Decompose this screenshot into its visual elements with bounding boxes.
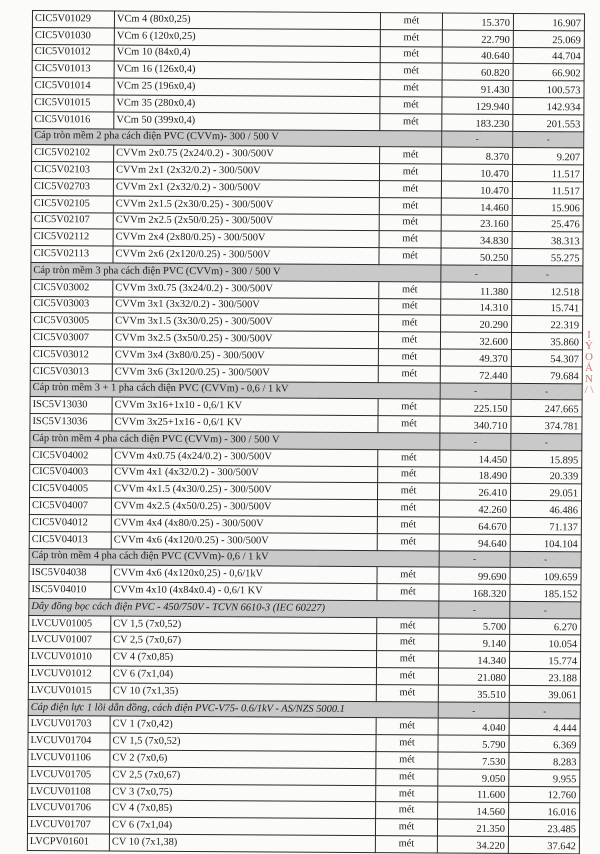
product-description: CVVm 2x1 (2x32/0.2) - 300/500V xyxy=(113,179,379,197)
unit: mét xyxy=(378,416,440,433)
unit: mét xyxy=(378,349,440,366)
price-before-vat: 8.370 xyxy=(442,147,513,164)
section-dash: - xyxy=(442,131,513,148)
unit: mét xyxy=(378,332,440,349)
price-before-vat: 72.440 xyxy=(440,366,511,383)
unit: mét xyxy=(379,281,441,298)
product-code: CIC5V04002 xyxy=(30,447,112,464)
product-description: CV 6 (7x1,04) xyxy=(109,817,375,835)
unit: mét xyxy=(376,651,438,668)
price-after-vat: 79.684 xyxy=(511,366,582,383)
price-before-vat: 14.450 xyxy=(440,450,511,467)
section-title: Cáp tròn mềm 4 pha cách điện PVC (CVVm)- 0,6 / 1 kV xyxy=(29,548,439,567)
unit: mét xyxy=(378,483,440,500)
section-dash: - xyxy=(441,265,512,282)
product-code: LVCUV01005 xyxy=(29,615,111,632)
price-before-vat: 9.050 xyxy=(438,769,509,786)
price-before-vat: 20.290 xyxy=(441,315,512,332)
price-before-vat: 23.160 xyxy=(441,215,512,232)
price-after-vat: 46.486 xyxy=(510,501,581,518)
section-dash: - xyxy=(510,551,581,568)
product-code: CIC5V04012 xyxy=(29,514,111,531)
product-code: CIC5V01016 xyxy=(32,111,114,128)
unit: mét xyxy=(379,214,441,231)
stamp-char: Ả xyxy=(585,362,593,374)
unit: mét xyxy=(379,248,441,265)
product-description: CV 1 (7x0,42) xyxy=(110,716,376,734)
price-before-vat: 168.320 xyxy=(439,584,510,601)
price-after-vat: 55.275 xyxy=(512,249,583,266)
price-before-vat: 34.220 xyxy=(437,836,508,853)
product-description: CVVm 4x10 (4x84x0.4) - 0,6/1 KV xyxy=(111,582,377,600)
product-code: CIC5V03013 xyxy=(30,363,112,380)
product-code: CIC5V02105 xyxy=(31,195,113,212)
product-description: CV 4 (7x0,85) xyxy=(110,649,376,667)
price-before-vat: 40.640 xyxy=(442,47,513,64)
product-code: LVCUV01007 xyxy=(29,632,111,649)
price-before-vat: 21.350 xyxy=(437,819,508,836)
unit: mét xyxy=(377,617,439,634)
product-code: CIC5V03002 xyxy=(31,279,113,296)
price-before-vat: 5.790 xyxy=(438,735,509,752)
product-description: CVVm 2x4 (2x80/0.25) - 300/500V xyxy=(113,229,379,247)
unit: mét xyxy=(377,567,439,584)
unit: mét xyxy=(376,785,438,802)
price-list-page xyxy=(27,10,584,854)
product-code: LVCUV01707 xyxy=(27,817,109,834)
product-description: VCm 6 (120x0,25) xyxy=(114,28,380,46)
product-code: CIC5V04013 xyxy=(29,531,111,548)
price-after-vat: 6.369 xyxy=(509,736,580,753)
stamp-char: Ý xyxy=(585,340,593,352)
product-code: LVCUV01010 xyxy=(28,649,110,666)
section-dash: - xyxy=(511,383,582,400)
product-code: CIC5V01012 xyxy=(32,44,114,61)
price-after-vat: 11.517 xyxy=(512,181,583,198)
product-description: VCm 50 (399x0,4) xyxy=(114,112,380,130)
unit: mét xyxy=(376,735,438,752)
product-code: CIC5V02703 xyxy=(31,178,113,195)
price-after-vat: 39.061 xyxy=(509,685,580,702)
price-after-vat: 8.283 xyxy=(509,752,580,769)
price-before-vat: 183.230 xyxy=(442,114,513,131)
price-after-vat: 4.444 xyxy=(509,719,580,736)
price-before-vat: 21.080 xyxy=(438,668,509,685)
product-description: CV 3 (7x0,75) xyxy=(110,784,376,802)
product-description: CV 10 (7x1,38) xyxy=(109,834,375,852)
price-after-vat: 11.517 xyxy=(512,165,583,182)
product-description: CVVm 2x0.75 (2x24/0.2) - 300/500V xyxy=(114,145,380,163)
stamp-char: N xyxy=(585,373,593,385)
product-code: LVCUV01704 xyxy=(28,733,110,750)
product-code: CIC5V04005 xyxy=(30,481,112,498)
section-title: Cáp điện lực 1 lõi dẫn đồng, cách điện PVC-V75- 0.6/1kV - AS/NZS 5000.1 xyxy=(28,699,438,718)
stamp-char: O xyxy=(585,351,593,363)
price-before-vat: 60.820 xyxy=(442,63,513,80)
price-after-vat: 44.704 xyxy=(513,47,584,64)
unit: mét xyxy=(379,164,441,181)
price-before-vat: 50.250 xyxy=(441,248,512,265)
margin-stamp-fragment xyxy=(580,330,598,450)
price-before-vat: 35.510 xyxy=(438,685,509,702)
price-before-vat: 64.670 xyxy=(439,517,510,534)
price-before-vat: 26.410 xyxy=(440,483,511,500)
section-title: Cáp tròn mềm 3 pha cách điện PVC (CVVm) - 300 / 500 V xyxy=(31,262,441,281)
unit: mét xyxy=(375,836,437,853)
product-description: CVVm 2x1 (2x32/0.2) - 300/500V xyxy=(113,162,379,180)
product-description: CV 2 (7x0,6) xyxy=(110,750,376,768)
product-description: CVVm 3x16+1x10 - 0,6/1 KV xyxy=(112,397,378,415)
price-before-vat: 34.830 xyxy=(441,231,512,248)
product-code: LVCPV01601 xyxy=(27,834,109,851)
price-after-vat: 374.781 xyxy=(511,417,582,434)
product-code: CIC5V02113 xyxy=(31,246,113,263)
product-code: CIC5V01013 xyxy=(32,61,114,78)
price-after-vat: 104.104 xyxy=(510,534,581,551)
unit: mét xyxy=(377,517,439,534)
price-after-vat: 25.476 xyxy=(512,215,583,232)
price-after-vat: 35.860 xyxy=(511,333,582,350)
price-before-vat: 18.490 xyxy=(440,467,511,484)
price-after-vat: 54.307 xyxy=(511,349,582,366)
product-code: CIC5V04007 xyxy=(29,498,111,515)
product-description: CVVm 3x0.75 (3x24/0.2) - 300/500V xyxy=(113,280,379,298)
section-title: Dây đồng bọc cách điện PVC - 450/750V - TCVN 6610-3 (IEC 60227) xyxy=(29,598,439,617)
price-before-vat: 94.640 xyxy=(439,534,510,551)
product-code: CIC5V01014 xyxy=(32,78,114,95)
stamp-char: / \ xyxy=(584,384,594,396)
unit: mét xyxy=(380,147,442,164)
price-after-vat: 142.934 xyxy=(513,97,584,114)
section-dash: - xyxy=(511,433,582,450)
price-after-vat: 25.069 xyxy=(513,30,584,47)
product-description: CVVm 3x2.5 (3x50/0.25) - 300/500V xyxy=(112,330,378,348)
product-description: CVVm 3x1 (3x32/0.2) - 300/500V xyxy=(113,297,379,315)
price-after-vat: 9.207 xyxy=(513,148,584,165)
unit: mét xyxy=(380,63,442,80)
product-description: CVVm 2x2.5 (2x50/0.25) - 300/500V xyxy=(113,213,379,231)
price-after-vat: 201.553 xyxy=(513,114,584,131)
price-before-vat: 4.040 xyxy=(438,718,509,735)
unit: mét xyxy=(376,752,438,769)
unit: mét xyxy=(380,46,442,63)
unit: mét xyxy=(378,466,440,483)
product-code: LVCUV01106 xyxy=(28,750,110,767)
product-description: CVVm 4x2.5 (4x50/0.25) - 300/500V xyxy=(111,498,377,516)
product-description: CVVm 3x25+1x16 - 0,6/1 KV xyxy=(112,414,378,432)
price-before-vat: 10.470 xyxy=(441,181,512,198)
product-code: CIC5V02107 xyxy=(31,212,113,229)
product-description: VCm 25 (196x0,4) xyxy=(114,78,380,96)
price-after-vat: 16.016 xyxy=(509,803,580,820)
unit: mét xyxy=(380,97,442,114)
product-code: ISC5V13030 xyxy=(30,397,112,414)
price-after-vat: 109.659 xyxy=(510,568,581,585)
price-before-vat: 14.310 xyxy=(441,299,512,316)
section-dash: - xyxy=(439,550,510,567)
price-before-vat: 32.600 xyxy=(440,332,511,349)
price-after-vat: 15.906 xyxy=(512,198,583,215)
unit: mét xyxy=(378,399,440,416)
section-title: Cáp tròn mềm 3 + 1 pha cách điện PVC (CVVm) - 0,6 / 1 kV xyxy=(30,380,440,399)
product-code: ISC5V04038 xyxy=(29,565,111,582)
product-code: ISC5V13036 xyxy=(30,414,112,431)
product-description: CVVm 3x1.5 (3x30/0.25) - 300/500V xyxy=(113,313,379,331)
product-description: CVVm 4x6 (4x120x0,25) - 0,6/1kV xyxy=(111,565,377,583)
section-dash: - xyxy=(440,383,511,400)
price-before-vat: 225.150 xyxy=(440,399,511,416)
price-before-vat: 11.380 xyxy=(441,282,512,299)
product-description: CV 1,5 (7x0,52) xyxy=(111,616,377,634)
unit: mét xyxy=(376,668,438,685)
product-code: CIC5V04003 xyxy=(30,464,112,481)
product-code: CIC5V02102 xyxy=(32,145,114,162)
price-after-vat: 20.339 xyxy=(511,467,582,484)
price-after-vat: 10.054 xyxy=(510,635,581,652)
product-code: CIC5V02112 xyxy=(31,229,113,246)
product-code: LVCUV01705 xyxy=(28,766,110,783)
section-dash: - xyxy=(512,265,583,282)
unit: mét xyxy=(379,231,441,248)
product-description: VCm 4 (80x0,25) xyxy=(114,11,380,29)
section-title: Cáp tròn mềm 4 pha cách điện PVC (CVVm) - 300 / 500 V xyxy=(30,430,440,449)
price-after-vat: 23.188 xyxy=(509,669,580,686)
unit: mét xyxy=(377,533,439,550)
product-description: CV 6 (7x1,04) xyxy=(110,666,376,684)
price-before-vat: 14.340 xyxy=(438,651,509,668)
product-description: CVVm 4x4 (4x80/0.25) - 300/500V xyxy=(111,515,377,533)
price-before-vat: 5.700 xyxy=(439,618,510,635)
product-description: CVVm 4x6 (4x120/0.25) - 300/500V xyxy=(111,532,377,550)
price-before-vat: 14.560 xyxy=(438,802,509,819)
price-after-vat: 12.518 xyxy=(512,282,583,299)
product-code: LVCUV01015 xyxy=(28,682,110,699)
price-before-vat: 7.530 xyxy=(438,752,509,769)
price-before-vat: 14.460 xyxy=(441,198,512,215)
price-after-vat: 15.774 xyxy=(509,652,580,669)
unit: mét xyxy=(379,197,441,214)
product-code: CIC5V02103 xyxy=(31,162,113,179)
price-after-vat: 16.907 xyxy=(513,13,584,30)
unit: mét xyxy=(380,13,442,30)
product-code: CIC5V03012 xyxy=(30,346,112,363)
unit: mét xyxy=(379,315,441,332)
section-title: Cáp tròn mềm 2 pha cách điện PVC (CVVm)- 300 / 500 V xyxy=(32,128,442,147)
product-description: VCm 10 (84x0,4) xyxy=(114,45,380,63)
product-description: CVVm 4x1 (4x32/0.2) - 300/500V xyxy=(112,465,378,483)
product-description: CVVm 2x6 (2x120/0.25) - 300/500V xyxy=(113,246,379,264)
price-after-vat: 29.051 xyxy=(511,484,582,501)
product-code: CIC5V01015 xyxy=(32,94,114,111)
product-description: CVVm 3x4 (3x80/0.25) - 300/500V xyxy=(112,347,378,365)
section-dash: - xyxy=(439,601,510,618)
price-after-vat: 37.642 xyxy=(508,836,579,853)
price-before-vat: 99.690 xyxy=(439,567,510,584)
price-table-body xyxy=(27,11,584,854)
price-before-vat: 340.710 xyxy=(440,416,511,433)
price-before-vat: 11.600 xyxy=(438,786,509,803)
unit: mét xyxy=(375,819,437,836)
unit: mét xyxy=(376,718,438,735)
unit: mét xyxy=(379,298,441,315)
table-row xyxy=(27,834,579,854)
price-before-vat: 10.470 xyxy=(441,164,512,181)
product-code: CIC5V03003 xyxy=(31,296,113,313)
product-description: CVVm 3x6 (3x120/0.25) - 300/500V xyxy=(112,364,378,382)
price-after-vat: 6.270 xyxy=(510,618,581,635)
unit: mét xyxy=(379,181,441,198)
product-code: CIC5V01029 xyxy=(32,11,114,28)
price-after-vat: 15.895 xyxy=(511,450,582,467)
unit: mét xyxy=(377,500,439,517)
unit: mét xyxy=(378,365,440,382)
price-after-vat: 22.319 xyxy=(512,316,583,333)
price-after-vat: 9.955 xyxy=(509,769,580,786)
unit: mét xyxy=(376,802,438,819)
section-dash: - xyxy=(440,433,511,450)
price-after-vat: 247.665 xyxy=(511,400,582,417)
product-code: CIC5V01030 xyxy=(32,27,114,44)
price-after-vat: 185.152 xyxy=(510,585,581,602)
unit: mét xyxy=(377,584,439,601)
product-code: LVCUV01108 xyxy=(28,783,110,800)
section-dash: - xyxy=(513,131,584,148)
unit: mét xyxy=(380,80,442,97)
product-description: CV 2,5 (7x0,67) xyxy=(111,632,377,650)
unit: mét xyxy=(376,768,438,785)
product-description: CVVm 2x1.5 (2x30/0.25) - 300/500V xyxy=(113,196,379,214)
product-description: CVVm 4x0.75 (4x24/0.2) - 300/500V xyxy=(112,448,378,466)
unit: mét xyxy=(380,29,442,46)
unit: mét xyxy=(377,634,439,651)
unit: mét xyxy=(378,449,440,466)
price-before-vat: 91.430 xyxy=(442,80,513,97)
product-description: CV 1,5 (7x0,52) xyxy=(110,733,376,751)
product-code: ISC5V04010 xyxy=(29,582,111,599)
section-dash: - xyxy=(438,702,509,719)
product-description: CV 10 (7x1,35) xyxy=(110,683,376,701)
price-after-vat: 23.485 xyxy=(508,820,579,837)
section-dash: - xyxy=(509,702,580,719)
price-after-vat: 38.313 xyxy=(512,232,583,249)
product-description: CV 4 (7x0,85) xyxy=(110,800,376,818)
stamp-char: I xyxy=(587,329,591,341)
product-code: CIC5V03007 xyxy=(30,330,112,347)
price-after-vat: 71.137 xyxy=(510,517,581,534)
price-before-vat: 9.140 xyxy=(439,634,510,651)
product-description: CVVm 4x1.5 (4x30/0.25) - 300/500V xyxy=(112,481,378,499)
price-before-vat: 22.790 xyxy=(442,30,513,47)
price-before-vat: 49.370 xyxy=(440,349,511,366)
unit: mét xyxy=(376,684,438,701)
product-description: VCm 16 (126x0,4) xyxy=(114,61,380,79)
price-before-vat: 42.260 xyxy=(439,500,510,517)
product-code: LVCUV01706 xyxy=(28,800,110,817)
price-after-vat: 66.902 xyxy=(513,64,584,81)
product-code: LVCUV01012 xyxy=(28,666,110,683)
product-code: LVCUV01703 xyxy=(28,716,110,733)
price-before-vat: 129.940 xyxy=(442,97,513,114)
unit: mét xyxy=(380,113,442,130)
product-code: CIC5V03005 xyxy=(31,313,113,330)
price-before-vat: 15.370 xyxy=(442,13,513,30)
price-after-vat: 12.760 xyxy=(509,786,580,803)
product-description: CV 2,5 (7x0,67) xyxy=(110,767,376,785)
price-table xyxy=(27,10,585,854)
product-description: VCm 35 (280x0,4) xyxy=(114,95,380,113)
section-dash: - xyxy=(510,601,581,618)
price-after-vat: 15.741 xyxy=(512,299,583,316)
price-after-vat: 100.573 xyxy=(513,81,584,98)
